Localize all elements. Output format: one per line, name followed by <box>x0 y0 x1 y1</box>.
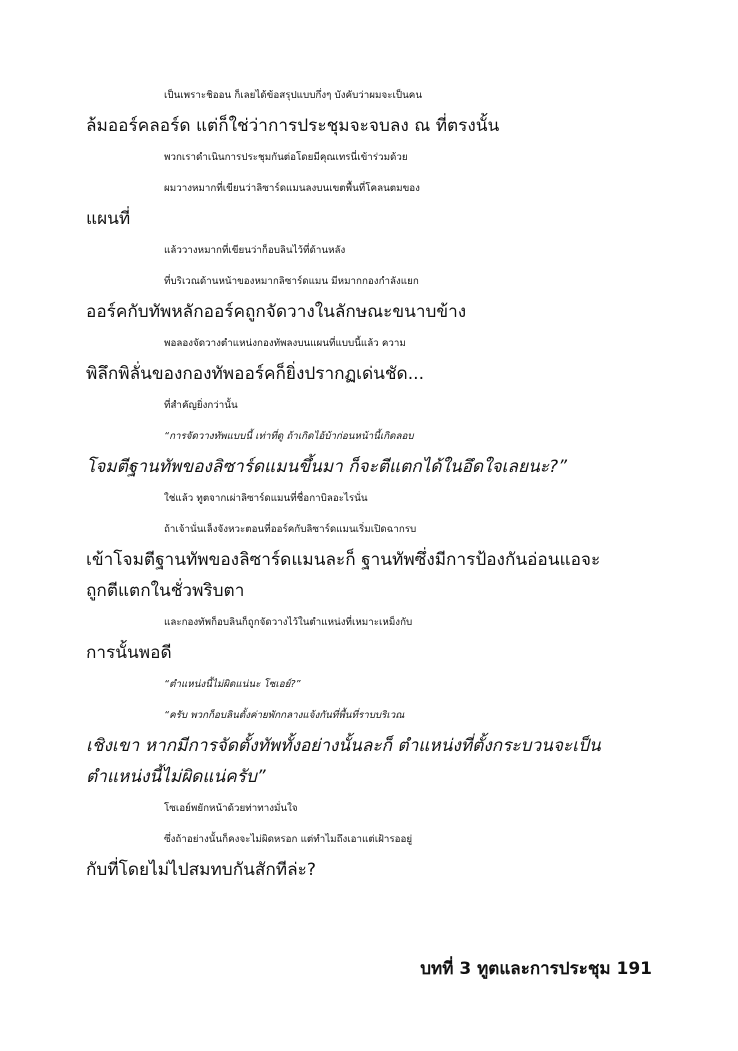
paragraph <box>86 80 652 142</box>
text-line: โซเอย์พยักหน้าด้วยท่าทางมั่นใจ <box>164 803 298 814</box>
text-line: เข้าโจมตีฐานทัพของลิซาร์ดแมนละก็ ฐานทัพซึ่งมีการป้องกันอ่อนแอจะ <box>86 550 601 570</box>
page-body <box>86 80 652 886</box>
text-line: ออร์คกับทัพหลักออร์คถูกจัดวางในลักษณะขนาบข้าง <box>86 302 467 322</box>
paragraph <box>86 700 652 793</box>
paragraph <box>86 328 652 390</box>
paragraph <box>86 793 652 824</box>
text-line: พอลองจัดวางตำแหน่งกองทัพลงบนแผนที่แบบนี้แล้ว ความ <box>164 338 406 349</box>
text-line: พวกเราดำเนินการประชุมกันต่อโดยมีคุณเทรนี่เข้าร่วมด้วย <box>164 152 408 163</box>
paragraph <box>86 483 652 514</box>
text-line: แล้ววางหมากที่เขียนว่าก็อบลินไว้ที่ด้านหลัง <box>164 245 346 256</box>
paragraph <box>86 607 652 669</box>
text-line: พิลึกพิลั่นของกองทัพออร์คก็ยิ่งปรากฏเด่นชัด... <box>86 364 425 384</box>
text-line: ที่สำคัญยิ่งกว่านั้น <box>164 400 238 411</box>
paragraph <box>86 421 652 483</box>
text-line: ใช่แล้ว ทูตจากเผ่าลิซาร์ดแมนที่ชื่อกาบิลอะไรนั่น <box>164 493 368 504</box>
paragraph <box>86 173 652 235</box>
paragraph <box>86 235 652 266</box>
text-line: ที่บริเวณด้านหน้าของหมากลิซาร์ดแมน มีหมากกองกำลังแยก <box>164 276 419 287</box>
text-line: และกองทัพก็อบลินก็ถูกจัดวางไว้ในตำแหน่งที่เหมาะเหม็งกับ <box>164 617 413 628</box>
text-line: กับที่โดยไม่ไปสมทบกันสักทีล่ะ? <box>86 860 316 880</box>
page-footer: บทที่ 3 ทูตและการประชุม 191 <box>420 959 652 979</box>
paragraph <box>86 266 652 328</box>
text-line: ล้มออร์คลอร์ด แต่ก็ใช่ว่าการประชุมจะจบลง ณ ที่ตรงนั้น <box>86 116 500 136</box>
text-line: เชิงเขา หากมีการจัดตั้งทัพทั้งอย่างนั้นละก็ ตำแหน่งที่ตั้งกระบวนจะเป็น <box>86 736 601 756</box>
text-line: ผมวางหมากที่เขียนว่าลิซาร์ดแมนลงบนเขตพื้นที่โคลนตมของ <box>164 183 420 194</box>
paragraph <box>86 824 652 886</box>
text-line: โจมตีฐานทัพของลิซาร์ดแมนขึ้นมา ก็จะตีแตกได้ในอึดใจเลยนะ?” <box>86 457 568 477</box>
text-line: “การจัดวางทัพแบบนี้ เท่าที่ดู ถ้าเกิดไอ้บ้าก่อนหน้านี้เกิดลอบ <box>164 431 414 442</box>
text-line: แผนที่ <box>86 209 131 229</box>
text-line: ตำแหน่งนี้ไม่ผิดแน่ครับ” <box>86 767 266 787</box>
text-line: ถูกตีแตกในชั่วพริบตา <box>86 581 245 601</box>
paragraph <box>86 514 652 607</box>
paragraph <box>86 142 652 173</box>
text-line: เป็นเพราะชิออน ก็เลยได้ข้อสรุปแบบกึ่งๆ บังคับว่าผมจะเป็นคน <box>164 90 423 101</box>
paragraph <box>86 669 652 700</box>
text-line: ถ้าเจ้านั่นเล็งจังหวะตอนที่ออร์คกับลิซาร์ดแมนเริ่มเปิดฉากรบ <box>164 524 417 535</box>
text-line: “ตำแหน่งนี้ไม่ผิดแน่นะ โซเอย์?” <box>164 679 301 690</box>
text-line: ซึ่งถ้าอย่างนั้นก็คงจะไม่ผิดหรอก แต่ทำไมถึงเอาแต่เฝ้ารออยู่ <box>164 834 413 845</box>
paragraph <box>86 390 652 421</box>
text-line: การนั้นพอดี <box>86 643 172 663</box>
text-line: “ครับ พวกก็อบลินตั้งค่ายพักกลางแจ้งกันที่พื้นที่ราบบริเวณ <box>164 710 405 721</box>
